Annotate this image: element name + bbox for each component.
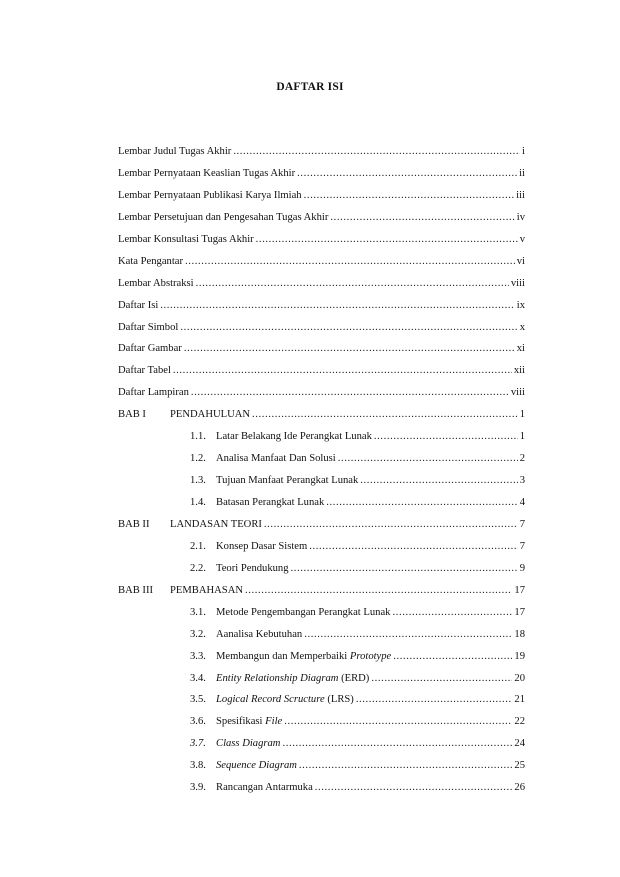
leader-dots <box>326 497 517 508</box>
chapter-title: PEMBAHASAN <box>170 584 243 596</box>
leader-dots <box>282 738 512 749</box>
section-number: 3.2. <box>190 628 206 640</box>
section-title <box>216 738 280 749</box>
entry-page: 1 <box>519 409 525 421</box>
chapter-title: LANDASAN TEORI <box>170 518 262 530</box>
title-plain: Membangun dan Memperbaiki <box>216 650 350 662</box>
toc-entry <box>118 234 525 256</box>
section-entry <box>118 563 525 585</box>
section-entry <box>118 716 525 738</box>
section-entry <box>118 607 525 629</box>
leader-dots <box>297 168 517 179</box>
leader-dots <box>184 343 515 354</box>
leader-dots <box>180 322 517 333</box>
leader-dots <box>304 629 512 640</box>
entry-page: vi <box>516 255 525 267</box>
entry-page: viii <box>510 387 525 399</box>
chapter-entry <box>118 409 525 431</box>
entry-page: 3 <box>519 475 525 487</box>
toc-entry <box>118 190 525 212</box>
entry-text: Lembar Pernyataan Publikasi Karya Ilmiah <box>118 189 302 201</box>
entry-page: ii <box>519 167 525 179</box>
section-number: 1.2. <box>190 453 206 465</box>
section-title: Analisa Manfaat Dan Solusi <box>216 453 336 465</box>
entry-page: ix <box>516 299 525 311</box>
section-entry <box>118 782 525 804</box>
chapter-title: PENDAHULUAN <box>170 409 251 421</box>
leader-dots <box>330 212 514 223</box>
entry-text: Lembar Konsultasi Tugas Akhir <box>118 233 254 245</box>
leader-dots <box>160 300 514 311</box>
leader-dots <box>252 409 518 420</box>
leader-dots <box>196 278 509 289</box>
section-number: 3.4. <box>190 672 206 684</box>
title-italic: File <box>265 716 283 728</box>
title-suffix: (LRS) <box>324 694 354 706</box>
section-entry <box>118 760 525 782</box>
section-entry <box>118 453 525 475</box>
leader-dots <box>356 694 513 705</box>
section-number: 1.1. <box>190 431 206 443</box>
entry-text: Daftar Lampiran <box>118 387 189 399</box>
section-number: 3.5. <box>190 694 206 706</box>
title-italic: Class Diagram <box>216 738 281 750</box>
section-title: Metode Pengembangan Perangkat Lunak <box>216 606 391 618</box>
toc-entry <box>118 168 525 190</box>
toc-entry <box>118 146 525 168</box>
chapter-entry <box>118 519 525 541</box>
leader-dots <box>393 651 512 662</box>
entry-text: Lembar Abstraksi <box>118 277 194 289</box>
leader-dots <box>264 519 518 530</box>
toc-entry <box>118 212 525 234</box>
leader-dots <box>291 563 518 574</box>
section-number: 1.3. <box>190 475 206 487</box>
entry-page: iv <box>516 211 525 223</box>
leader-dots <box>392 607 512 618</box>
title-italic: Entity Relationship Diagram <box>216 672 339 684</box>
entry-page: v <box>519 233 525 245</box>
entry-page: 2 <box>519 453 525 465</box>
entry-page: 4 <box>519 497 525 508</box>
section-entry <box>118 431 525 453</box>
toc-entry <box>118 343 525 365</box>
section-title: Aanalisa Kebutuhan <box>216 628 303 640</box>
section-number: 3.1. <box>190 606 206 618</box>
leader-dots <box>233 146 520 157</box>
entry-page: viii <box>510 277 525 289</box>
entry-page: 7 <box>519 518 525 530</box>
page-title: DAFTAR ISI <box>276 81 344 93</box>
toc-entry <box>118 300 525 322</box>
entry-text: Daftar Isi <box>118 299 159 311</box>
toc-entry <box>118 278 525 300</box>
chapter-entry <box>118 585 525 607</box>
entry-page: xi <box>516 343 525 355</box>
leader-dots <box>173 365 512 376</box>
entry-page: 17 <box>514 584 525 596</box>
title-italic: Logical Record Scructure <box>216 694 325 706</box>
leader-dots <box>338 453 518 464</box>
entry-page: i <box>522 146 525 157</box>
entry-page: 9 <box>519 562 525 574</box>
section-entry <box>118 651 525 673</box>
section-number: 3.3. <box>190 650 206 662</box>
section-entry <box>118 497 525 519</box>
leader-dots <box>299 760 513 771</box>
leader-dots <box>309 541 517 552</box>
table-of-contents <box>118 146 525 804</box>
title-plain: Spesifikasi <box>216 716 266 728</box>
section-title <box>216 760 297 771</box>
entry-page: 17 <box>514 606 525 618</box>
title-italic: Sequence Diagram <box>216 760 297 772</box>
section-entry <box>118 629 525 651</box>
leader-dots <box>371 673 512 684</box>
section-title: Rancangan Antarmuka <box>216 782 313 794</box>
chapter-code: BAB II <box>118 518 150 530</box>
section-number: 3.9. <box>190 782 206 794</box>
section-entry <box>118 475 525 497</box>
section-title: Latar Belakang Ide Perangkat Lunak <box>216 431 372 443</box>
section-title <box>216 651 391 662</box>
entry-page: iii <box>516 189 525 201</box>
entry-text: Daftar Gambar <box>118 343 182 355</box>
toc-entry <box>118 322 525 344</box>
leader-dots <box>185 256 515 267</box>
toc-entry <box>118 256 525 278</box>
leader-dots <box>304 190 515 201</box>
entry-page: 25 <box>514 760 525 772</box>
toc-entry <box>118 387 525 409</box>
section-title: Konsep Dasar Sistem <box>216 540 308 552</box>
section-title: Tujuan Manfaat Perangkat Lunak <box>216 475 359 487</box>
entry-page: 21 <box>514 694 525 706</box>
title-italic: Prototype <box>349 650 392 662</box>
section-entry <box>118 673 525 695</box>
entry-text: Lembar Pernyataan Keaslian Tugas Akhir <box>118 167 296 179</box>
section-title <box>216 673 369 684</box>
leader-dots <box>374 431 518 442</box>
leader-dots <box>256 234 518 245</box>
entry-page: 18 <box>514 628 525 640</box>
section-number: 2.1. <box>190 540 206 552</box>
entry-page: 26 <box>514 782 525 794</box>
entry-page: 7 <box>519 540 525 552</box>
entry-page: xii <box>513 365 525 377</box>
entry-page: 24 <box>514 738 525 750</box>
leader-dots <box>284 716 512 727</box>
section-number: 1.4. <box>190 497 206 508</box>
title-suffix: (ERD) <box>338 672 370 684</box>
section-entry <box>118 738 525 760</box>
section-title: Batasan Perangkat Lunak <box>216 497 325 508</box>
leader-dots <box>245 585 512 596</box>
section-number: 3.7. <box>190 738 206 750</box>
section-number: 3.8. <box>190 760 206 772</box>
entry-text: Daftar Tabel <box>118 365 171 377</box>
entry-page: 1 <box>519 431 525 443</box>
entry-text: Lembar Persetujuan dan Pengesahan Tugas Akhir <box>118 211 329 223</box>
section-title <box>216 694 354 705</box>
entry-page: 22 <box>514 716 525 728</box>
section-entry <box>118 541 525 563</box>
chapter-code: BAB III <box>118 584 154 596</box>
entry-page: 19 <box>514 650 525 662</box>
section-title <box>216 716 282 727</box>
leader-dots <box>360 475 517 486</box>
entry-page: x <box>519 321 525 333</box>
entry-text: Kata Pengantar <box>118 255 184 267</box>
section-number: 2.2. <box>190 562 206 574</box>
section-title: Teori Pendukung <box>216 562 289 574</box>
leader-dots <box>191 387 509 398</box>
entry-page: 20 <box>514 672 525 684</box>
entry-text: Daftar Simbol <box>118 321 179 333</box>
section-entry <box>118 694 525 716</box>
chapter-code: BAB I <box>118 409 146 421</box>
entry-text: Lembar Judul Tugas Akhir <box>118 146 232 157</box>
leader-dots <box>315 782 513 793</box>
toc-entry <box>118 365 525 387</box>
section-number: 3.6. <box>190 716 206 728</box>
